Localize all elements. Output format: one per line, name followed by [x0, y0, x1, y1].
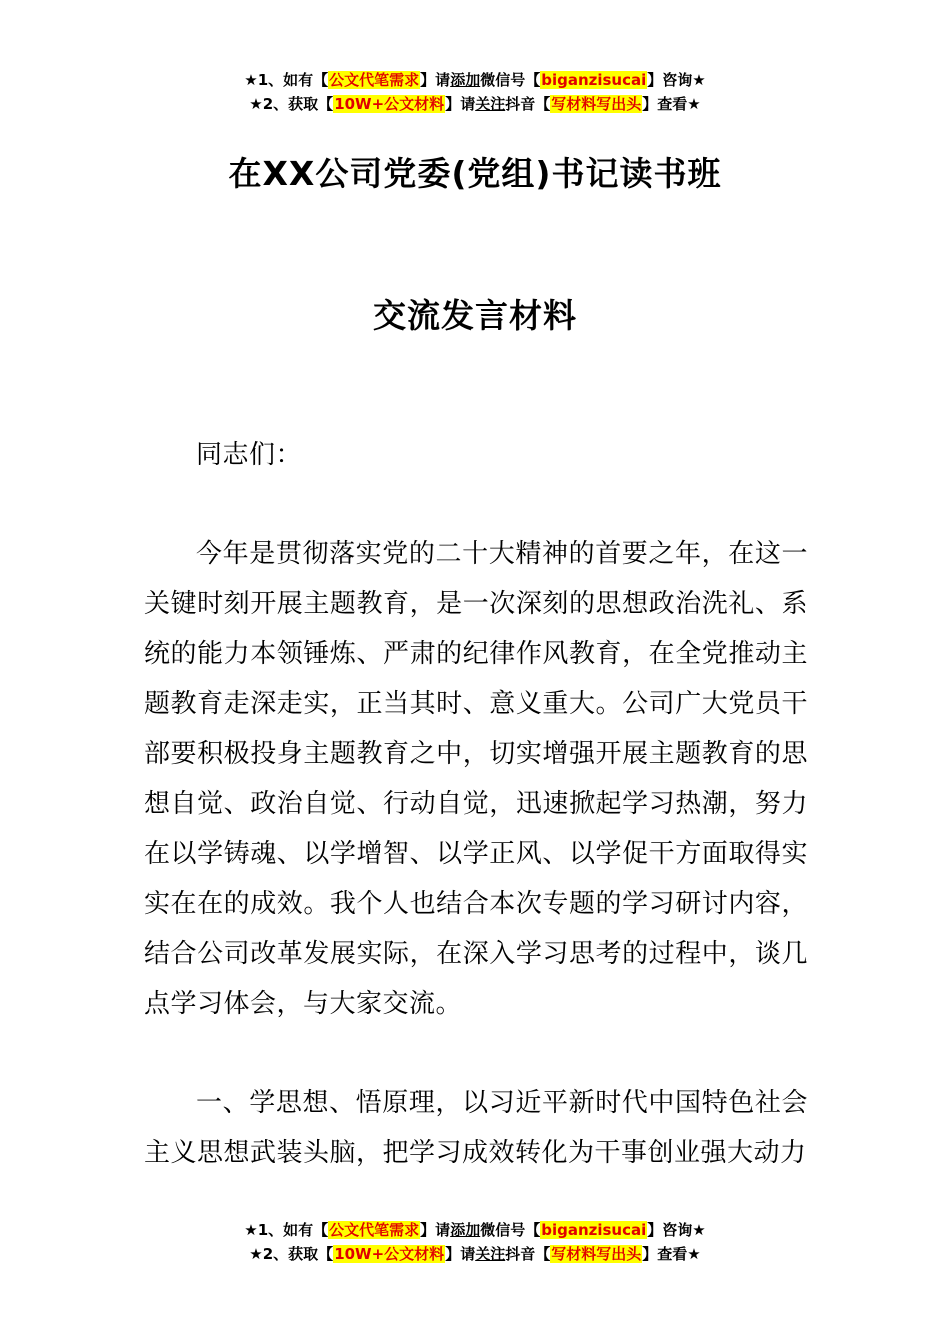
- footer-banner: [0, 1218, 950, 1266]
- banner-line-1: [0, 1218, 950, 1242]
- banner-highlight: 10W+公文材料: [334, 1245, 445, 1263]
- banner-highlight: 公文代笔需求: [329, 71, 420, 89]
- banner-emphasis: 关注: [475, 95, 506, 113]
- banner-text: 】查看★: [642, 95, 701, 113]
- banner-text: 】咨询★: [647, 1221, 706, 1239]
- section-heading: 一、学思想、悟原理，以习近平新时代中国特色社会主义思想武装头脑，把学习成效转化为干事创业强大动力: [144, 1088, 808, 1168]
- banner-highlight: biganzisucai: [541, 71, 647, 89]
- banner-text: 】查看★: [642, 1245, 701, 1263]
- banner-text: ★2、获取【: [249, 95, 334, 113]
- banner-emphasis: 关注: [475, 1245, 506, 1263]
- banner-line-2: [0, 1242, 950, 1266]
- banner-highlight: 公文代笔需求: [329, 1221, 420, 1239]
- document-title-line-2: 交流发言材料: [373, 296, 577, 335]
- banner-emphasis: 添加: [450, 1221, 481, 1239]
- header-banner: [0, 68, 950, 116]
- banner-text: 】请: [420, 71, 451, 89]
- banner-emphasis: 添加: [450, 71, 481, 89]
- banner-text: ★2、获取【: [249, 1245, 334, 1263]
- banner-text: 】请: [445, 95, 476, 113]
- banner-text: 抖音【: [505, 1245, 551, 1263]
- banner-text: 微信号【: [480, 1221, 541, 1239]
- body-paragraph: 今年是贯彻落实党的二十大精神的首要之年，在这一关键时刻开展主题教育，是一次深刻的思想政治洗礼、系统的能力本领锤炼、严肃的纪律作风教育，在全党推动主题教育走深走实，正当其时、意义重大。公司广大党员干部要积极投身主题教育之中，切实增强开展主题教育的思想自觉、政治自觉、行动自觉，迅速掀起学习热潮，努力在以学铸魂、以学增智、以学正风、以学促干方面取得实实在在的成效。我个人也结合本次专题的学习研讨内容，结合公司改革发展实际，在深入学习思考的过程中，谈几点学习体会，与大家交流。: [144, 539, 808, 1019]
- banner-line-1: [0, 68, 950, 92]
- banner-line-2: [0, 92, 950, 116]
- banner-text: ★1、如有【: [244, 71, 329, 89]
- banner-text: 】请: [420, 1221, 451, 1239]
- banner-text: 微信号【: [480, 71, 541, 89]
- banner-highlight: 写材料写出头: [551, 1245, 642, 1263]
- salutation: 同志们：: [196, 440, 303, 470]
- banner-text: ★1、如有【: [244, 1221, 329, 1239]
- banner-text: 】请: [445, 1245, 476, 1263]
- document-title-line-1: 在XX公司党委(党组)书记读书班: [228, 154, 722, 193]
- banner-text: 】咨询★: [647, 71, 706, 89]
- banner-highlight: 10W+公文材料: [334, 95, 445, 113]
- banner-highlight: biganzisucai: [541, 1221, 647, 1239]
- banner-text: 抖音【: [505, 95, 551, 113]
- banner-highlight: 写材料写出头: [551, 95, 642, 113]
